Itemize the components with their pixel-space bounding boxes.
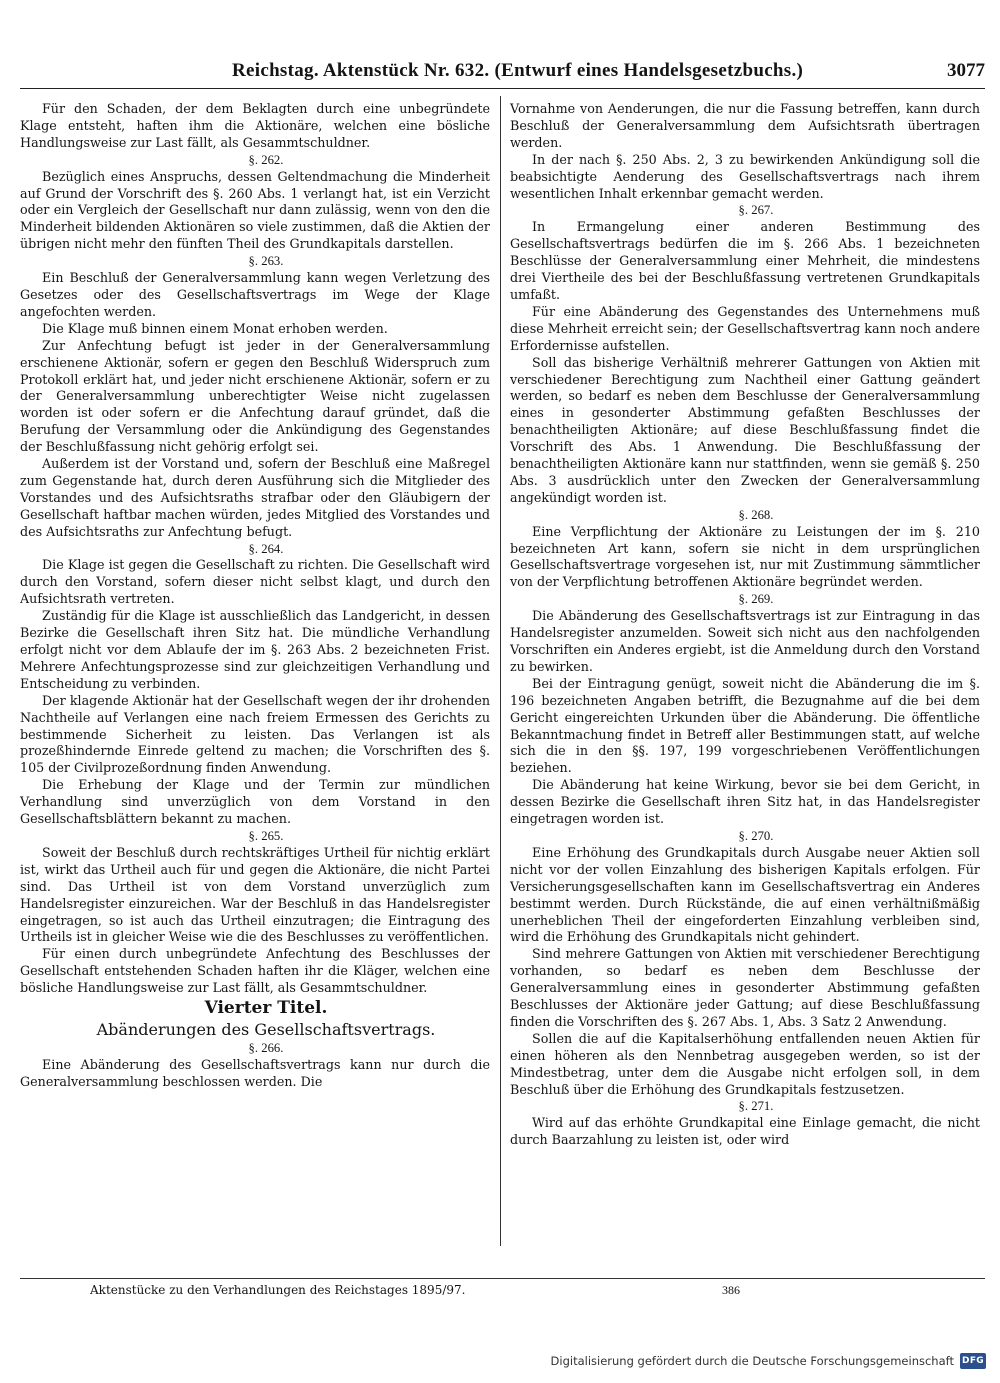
paragraph: Außerdem ist der Vorstand und, sofern der Beschluß eine Maßregel zum Gegenstande hat, durch deren Ausführung sich die Mitglieder des Vorstandes und des Aufsichtsraths strafbar oder den Gläubigern der Gesellschaft haftbar machen würden, jedes Mitglied des Vorstandes und des Aufsichtsraths zur Anfechtung befugt. [20, 456, 490, 539]
running-header [20, 58, 985, 89]
paragraph: Für einen durch unbegründete Anfechtung des Beschlusses der Gesellschaft entstehenden Schaden haften ihr die Kläger, welchen eine bösliche Handlungsweise zur Last fällt, als Gesammtschuldner. [20, 946, 490, 996]
section-heading: §. 269. [738, 592, 774, 607]
paragraph: In Ermangelung einer anderen Bestimmung des Gesellschaftsvertrags bedürfen die im §. 266 Abs. 1 bezeichneten Beschlüsse der Generalversammlung einer Mehrheit, die mindestens drei Viertheile des bei der Beschlußfassung vertretenen Grundkapitals umfaßt. [510, 219, 980, 302]
section-heading: §. 264. [248, 541, 284, 556]
section-heading: §. 262. [248, 152, 284, 167]
paragraph: Vornahme von Aenderungen, die nur die Fassung betreffen, kann durch Beschluß der Generalversammlung dem Aufsichtsrath übertragen werden. [510, 101, 980, 150]
section-heading: §. 271. [738, 1099, 774, 1114]
right-column [510, 101, 980, 1149]
paragraph: Soll das bisherige Verhältniß mehrerer Gattungen von Aktien mit verschiedener Berechtigung zum Nachtheil einer Gattung geändert werden, so bedarf es neben dem Beschlusse der Generalversammlung eines in gesonderter Abstimmung gefaßten Beschlusses der benachtheiligten Aktionäre; auf diese Beschlußfassung findet die Vorschrift des Abs. 1 Anwendung. Die Beschlußfassung der benachtheiligten Aktionäre kann nur stattfinden, wenn sie gemäß §. 250 Abs. 3 ausdrücklich unter den Zwecken der Generalversammlung angekündigt worden ist. [510, 354, 980, 505]
section-heading: §. 270. [738, 828, 774, 843]
paragraph: Sollen die auf die Kapitalserhöhung entfallenden neuen Aktien für einen höheren als den Nennbetrag ausgegeben werden, so ist der Mindestbetrag, unter dem die Ausgabe nicht erfolgen soll, in dem Beschluß über die Erhöhung des Grundkapitals festzusetzen. [510, 1030, 980, 1097]
dfg-logo-icon: DFG [960, 1353, 986, 1369]
paragraph: Zur Anfechtung befugt ist jeder in der Generalversammlung erschienene Aktionär, sofern er gegen den Beschluß Widerspruch zum Protokoll erklärt hat, und jeder nicht erschienene Aktionär, sofern er zu der Generalversammlung unberechtigter Weise nicht zugelassen worden ist oder sofern er die Anfechtung darauf gründet, daß die Berufung der Versammlung oder die Ankündigung des Gegenstandes der Beschlußfassung nicht gehörig erfolgt sei. [20, 337, 490, 455]
section-heading: §. 266. [248, 1041, 284, 1056]
footer-divider [20, 1278, 985, 1279]
section-heading: §. 263. [248, 254, 284, 269]
paragraph: Bezüglich eines Anspruchs, dessen Geltendmachung die Minderheit auf Grund der Vorschrift des §. 260 Abs. 1 verlangt hat, ist ein Verzicht oder ein Vergleich der Gesellschaft nur dann zulässig, wenn von den die Minderheit bildenden Aktionären so viele zustimmen, daß die Aktien der übrigen nicht mehr den fünften Theil des Grundkapitals darstellen. [20, 168, 490, 252]
paragraph: Eine Erhöhung des Grundkapitals durch Ausgabe neuer Aktien soll nicht vor der vollen Einzahlung des bisherigen Kapitals erfolgen. Für Versicherungsgesellschaften kann im Gesellschaftsvertrag ein Anderes bestimmt werden. Durch Rückstände, die auf einen verhältnißmäßig unerheblichen Theil der eingeforderten Einzahlung verbleiben sind, wird die Erhöhung des Grundkapitals nicht gehindert. [510, 844, 980, 945]
section-heading: §. 265. [248, 828, 284, 843]
paragraph: Wird auf das erhöhte Grundkapital eine Einlage gemacht, die nicht durch Baarzahlung zu leisten ist, oder wird [510, 1115, 980, 1148]
funding-credit [551, 1351, 986, 1371]
title-heading: Vierter Titel. [204, 998, 328, 1019]
paragraph: Die Klage ist gegen die Gesellschaft zu richten. Die Gesellschaft wird durch den Vorstand, sofern dieser nicht selbst klagt, und durch den Aufsichtsrath vertreten. [20, 557, 490, 607]
paragraph: Die Klage muß binnen einem Monat erhoben werden. [42, 320, 388, 336]
paragraph: Eine Abänderung des Gesellschaftsvertrags kann nur durch die Generalversammlung beschlossen werden. Die [20, 1056, 490, 1089]
section-heading: §. 268. [738, 507, 774, 522]
paragraph: Eine Verpflichtung der Aktionäre zu Leistungen der im §. 210 bezeichneten Art kann, sofern sie nicht in dem ursprünglichen Gesellschaftsvertrage vorgesehen ist, nur mit Zustimmung sämmtlicher von der Verpflichtung betroffenen Aktionäre begründet werden. [510, 523, 980, 590]
paragraph: Zuständig für die Klage ist ausschließlich das Landgericht, in dessen Bezirke die Gesellschaft ihren Sitz hat. Die mündliche Verhandlung erfolgt nicht vor dem Ablaufe der im §. 263 Abs. 2 bezeichneten Frist. Mehrere Anfechtungsprozesse sind zur gleichzeitigen Verhandlung und Entscheidung zu verbinden. [20, 608, 490, 691]
column-divider [500, 96, 501, 1246]
paragraph: Für den Schaden, der dem Beklagten durch eine unbegründete Klage entsteht, haften ihm die Aktionäre, welchen eine bösliche Handlungsweise zur Last fällt, als Gesammtschuldner. [20, 101, 490, 150]
paragraph: Sind mehrere Gattungen von Aktien mit verschiedener Berechtigung vorhanden, so bedarf es neben dem Beschlusse der Generalversammlung eines in gesonderter Abstimmung gefaßten Beschlusses der Aktionäre jeder Gattung; auf diese Beschlußfassung finden die Vorschriften des §. 267 Abs. 1, Abs. 3 Satz 2 Anwendung. [510, 946, 980, 1029]
page-number: 3077 [947, 60, 985, 81]
header-title: Reichstag. Aktenstück Nr. 632. (Entwurf eines Handelsgesetzbuchs.) [232, 60, 804, 81]
paragraph: Der klagende Aktionär hat der Gesellschaft wegen der ihr drohenden Nachtheile auf Verlangen eine nach freiem Ermessen des Gerichts zu bestimmende Sicherheit zu leisten. Das Verlangen ist als prozeßhindernde Einrede geltend zu machen; die Vorschriften des §. 105 der Civilprozeßordnung finden Anwendung. [20, 692, 490, 776]
paragraph: Die Abänderung hat keine Wirkung, bevor sie bei dem Gericht, in dessen Bezirke die Gesellschaft ihren Sitz hat, in das Handelsregister eingetragen worden ist. [510, 777, 980, 827]
paragraph: Für eine Abänderung des Gegenstandes des Unternehmens muß diese Mehrheit erreicht sein; der Gesellschaftsvertrag kann noch andere Erfordernisse aufstellen. [510, 303, 980, 353]
paragraph: Ein Beschluß der Generalversammlung kann wegen Verletzung des Gesetzes oder des Gesellschaftsvertrags im Wege der Klage angefochten werden. [20, 270, 490, 319]
left-column [20, 101, 490, 1091]
title-subheading: Abänderungen des Gesellschaftsvertrags. [96, 1020, 436, 1040]
section-heading: §. 267. [738, 203, 774, 218]
paragraph: Die Abänderung des Gesellschaftsvertrags ist zur Eintragung in das Handelsregister anzumelden. Soweit sich nicht aus den nachfolgenden Vorschriften ein Anderes ergiebt, ist die Anmeldung durch den Vorstand zu bewirken. [510, 608, 980, 674]
paragraph: Die Erhebung der Klage und der Termin zur mündlichen Verhandlung sind unverzüglich von dem Vorstand in den Gesellschaftsblättern bekannt zu machen. [20, 777, 490, 827]
footer-source: Aktenstücke zu den Verhandlungen des Reichstages 1895/97. [90, 1283, 466, 1297]
paragraph: Soweit der Beschluß durch rechtskräftiges Urtheil für nichtig erklärt ist, wirkt das Urtheil auch für und gegen die Aktionäre, die nicht Partei sind. Das Urtheil ist von dem Vorstand unverzüglich zum Handelsregister einzureichen. War der Beschluß in das Handelsregister eingetragen, so ist auch das Urtheil einzutragen; die Eintragung des Urtheils ist in gleicher Weise wie die des Beschlusses zu veröffentlichen. [20, 844, 490, 945]
footer-sheet-number: 386 [722, 1283, 740, 1297]
funding-text: Digitalisierung gefördert durch die Deutsche Forschungsgemeinschaft [550, 1354, 954, 1368]
paragraph: Bei der Eintragung genügt, soweit nicht die Abänderung die im §. 196 bezeichneten Angaben betrifft, die Bezugnahme auf die bei dem Gericht eingereichten Urkunden über die Abänderung. Die öffentliche Bekanntmachung findet in Betreff aller Bestimmungen statt, auf welche sich die in den §§. 197, 199 vorgeschriebenen Veröffentlichungen beziehen. [510, 675, 980, 776]
paragraph: In der nach §. 250 Abs. 2, 3 zu bewirkenden Ankündigung soll die beabsichtigte Aenderung des Gesellschaftsvertrags nach ihrem wesentlichen Inhalt erkennbar gemacht werden. [510, 151, 980, 201]
